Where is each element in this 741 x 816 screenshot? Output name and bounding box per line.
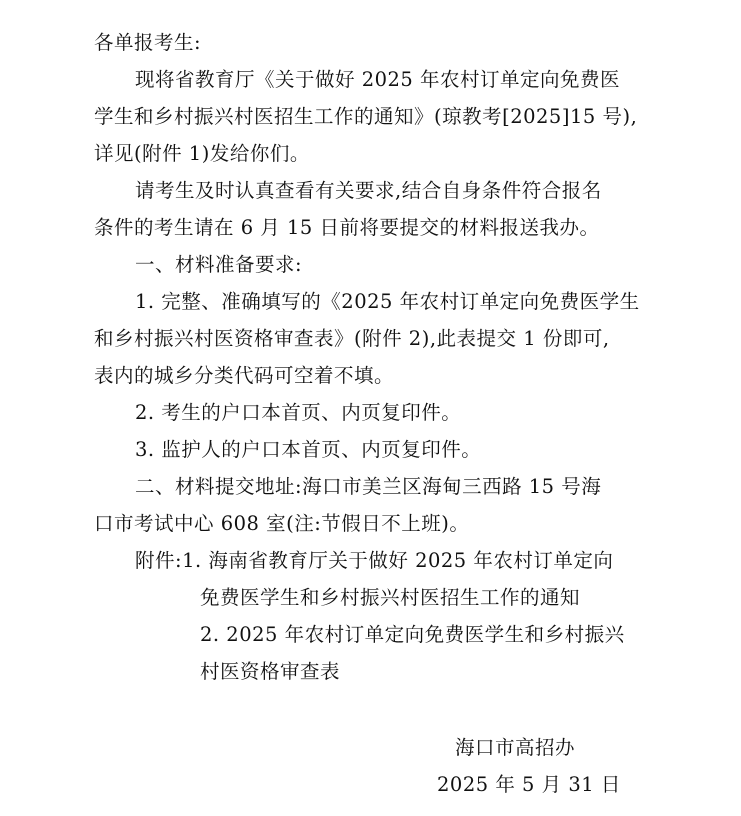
section-2-line-2: 口市考试中心 608 室(注:节假日不上班)。 [94, 512, 470, 535]
item-1-line-3: 表内的城乡分类代码可空着不填。 [94, 364, 395, 387]
paragraph-1-line-2: 学生和乡村振兴村医招生工作的通知》(琼教考[2025]15 号), [94, 105, 638, 128]
paragraph-1-line-1: 现将省教育厅《关于做好 2025 年农村订单定向免费医 [135, 68, 621, 91]
attachments-line-1: 附件:1. 海南省教育厅关于做好 2025 年农村订单定向 [135, 549, 614, 572]
section-2-line-1: 二、材料提交地址:海口市美兰区海甸三西路 15 号海 [135, 475, 602, 498]
item-1-line-1: 1. 完整、准确填写的《2025 年农村订单定向免费医学生 [135, 290, 640, 313]
item-1-line-2: 和乡村振兴村医资格审查表》(附件 2),此表提交 1 份即可, [94, 327, 610, 350]
attachments-line-2: 免费医学生和乡村振兴村医招生工作的通知 [200, 586, 581, 609]
paragraph-1-line-3: 详见(附件 1)发给你们。 [94, 142, 310, 165]
greeting: 各单报考生: [94, 31, 202, 54]
attachments-line-4: 村医资格审查表 [200, 660, 341, 683]
signature-date: 2025 年 5 月 31 日 [437, 773, 621, 796]
paragraph-2-line-1: 请考生及时认真查看有关要求,结合自身条件符合报名 [135, 179, 602, 202]
item-2: 2. 考生的户口本首页、内页复印件。 [135, 401, 462, 424]
attachments-line-3: 2. 2025 年农村订单定向免费医学生和乡村振兴 [200, 623, 625, 646]
paragraph-2-line-2: 条件的考生请在 6 月 15 日前将要提交的材料报送我办。 [94, 216, 600, 239]
signature-org: 海口市高招办 [455, 736, 576, 759]
item-3: 3. 监护人的户口本首页、内页复印件。 [135, 438, 482, 461]
section-1-title: 一、材料准备要求: [135, 253, 303, 276]
